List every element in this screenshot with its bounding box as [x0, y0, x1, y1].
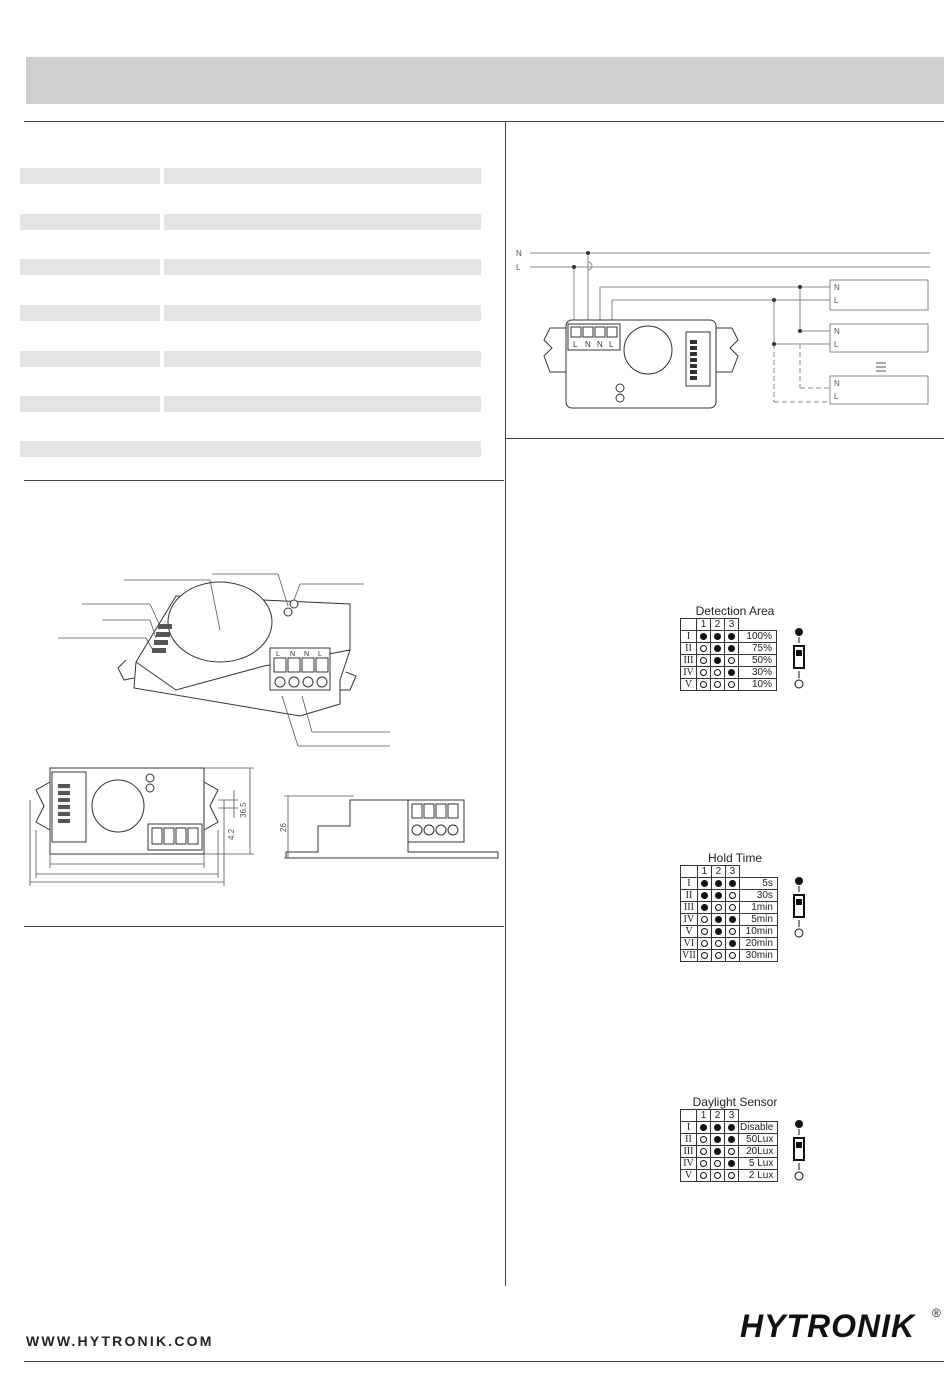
switch-on-icon	[714, 645, 721, 652]
switch-number: 3	[725, 1110, 739, 1122]
switch-on-icon	[729, 940, 736, 947]
header-blank	[739, 866, 777, 878]
table-row	[681, 667, 777, 679]
table-row	[681, 926, 778, 938]
brand-logo: HYTRONIK	[740, 1308, 916, 1344]
switch-cell	[697, 679, 711, 691]
switch-off-icon	[700, 657, 707, 664]
header-blank	[681, 866, 698, 878]
dimension-label: 36.5	[239, 802, 248, 818]
switch-cell	[711, 938, 725, 950]
load-l-label: L	[834, 296, 839, 305]
row-numeral: I	[681, 631, 697, 643]
switch-cell	[711, 1170, 725, 1182]
registered-mark: ®	[932, 1306, 941, 1320]
table-row	[681, 938, 778, 950]
setting-value: 30min	[739, 950, 777, 962]
switch-cell	[711, 667, 725, 679]
detection-area-panel	[680, 604, 790, 691]
load-l-label: L	[834, 392, 839, 401]
switch-on-icon	[728, 645, 735, 652]
table-row	[681, 1170, 778, 1182]
switch-number: 3	[725, 619, 739, 631]
switch-cell	[697, 1158, 711, 1170]
terminal-label: N	[304, 651, 310, 658]
switch-cell	[725, 938, 739, 950]
daylight-sensor-panel	[680, 1095, 790, 1182]
row-numeral: III	[681, 1146, 697, 1158]
switch-off-icon	[729, 892, 736, 899]
row-numeral: VII	[682, 950, 696, 961]
right-rule-1	[506, 438, 944, 439]
mains-n-label: N	[516, 249, 522, 258]
row-numeral: VI	[681, 938, 698, 950]
left-rule-2	[24, 926, 504, 927]
switch-off-icon	[715, 940, 722, 947]
switch-legend-icon	[790, 1118, 810, 1184]
row-numeral: I	[681, 1122, 697, 1134]
table-header-row	[681, 866, 778, 878]
switch-cell	[725, 914, 739, 926]
switch-on-icon	[714, 1148, 721, 1155]
switch-off-icon	[700, 681, 707, 688]
setting-value: 30s	[739, 890, 777, 902]
switch-cell	[711, 914, 725, 926]
row-numeral: I	[681, 878, 698, 890]
website-url[interactable]: WWW.HYTRONIK.COM	[26, 1333, 214, 1349]
switch-cell	[725, 1122, 739, 1134]
setting-value: 50Lux	[739, 1134, 778, 1146]
row-numeral: IV	[681, 914, 698, 926]
switch-cell	[711, 1158, 725, 1170]
switch-cell	[697, 950, 711, 962]
product-drawing	[50, 560, 400, 760]
wiring-diagram	[510, 240, 944, 420]
switch-cell	[697, 643, 711, 655]
row-numeral: II	[681, 890, 698, 902]
terminal-label: L	[609, 340, 614, 349]
switch-cell	[697, 631, 711, 643]
switch-cell	[711, 926, 725, 938]
setting-value: 50%	[739, 655, 777, 667]
switch-cell	[725, 878, 739, 890]
load-n-label: N	[834, 379, 840, 388]
row-numeral: III	[681, 902, 698, 914]
table-row	[681, 643, 777, 655]
table-row	[681, 878, 778, 890]
terminal-label: L	[276, 651, 280, 658]
switch-cell	[725, 679, 739, 691]
setting-value: 100%	[739, 631, 777, 643]
switch-number: 1	[697, 1110, 711, 1122]
switch-on-icon	[714, 1124, 721, 1131]
switch-on-icon	[701, 904, 708, 911]
switch-cell	[697, 667, 711, 679]
switch-off-icon	[700, 669, 707, 676]
switch-cell	[725, 631, 739, 643]
switch-cell	[697, 655, 711, 667]
setting-value: 2 Lux	[739, 1170, 778, 1182]
switch-cell	[725, 950, 739, 962]
row-numeral: V	[681, 1170, 697, 1182]
mains-l-label: L	[516, 263, 521, 272]
header-blank	[681, 1110, 697, 1122]
switch-off-icon	[700, 645, 707, 652]
switch-cell	[711, 950, 725, 962]
bottom-rule	[24, 1361, 944, 1362]
switch-off-icon	[729, 928, 736, 935]
switch-number: 2	[711, 1110, 725, 1122]
switch-off-icon	[701, 916, 708, 923]
dimension-drawings	[24, 760, 504, 900]
spec-row	[20, 168, 481, 184]
switch-on-icon	[701, 892, 708, 899]
switch-on-icon	[714, 633, 721, 640]
switch-off-icon	[714, 1172, 721, 1179]
switch-cell	[697, 878, 711, 890]
header-blank	[681, 619, 697, 631]
switch-cell	[697, 890, 711, 902]
switch-cell	[725, 655, 739, 667]
switch-off-icon	[714, 669, 721, 676]
switch-number: 1	[697, 866, 711, 878]
terminal-label: N	[585, 340, 591, 349]
table-row	[681, 914, 778, 926]
switch-off-icon	[728, 657, 735, 664]
setting-value: 10%	[739, 679, 777, 691]
switch-on-icon	[700, 633, 707, 640]
switch-on-icon	[728, 669, 735, 676]
spec-row	[20, 259, 481, 275]
table-header-row	[681, 619, 777, 631]
switch-cell	[697, 926, 711, 938]
table-row	[681, 679, 777, 691]
setting-value: 1min	[739, 902, 777, 914]
switch-off-icon	[714, 681, 721, 688]
switch-cell	[725, 926, 739, 938]
detection-area-title: Detection Area	[695, 604, 775, 618]
detection-area-table	[680, 618, 777, 691]
switch-cell	[711, 655, 725, 667]
dimension-label: 26	[279, 823, 288, 832]
table-row	[681, 1134, 778, 1146]
switch-cell	[711, 890, 725, 902]
switch-cell	[697, 938, 711, 950]
setting-value: 5 Lux	[739, 1158, 778, 1170]
switch-on-icon	[700, 1124, 707, 1131]
dimension-label: 4.2	[227, 828, 236, 840]
switch-cell	[697, 1146, 711, 1158]
switch-number: 2	[711, 866, 725, 878]
daylight-sensor-table	[680, 1109, 778, 1182]
setting-value: 30%	[739, 667, 777, 679]
switch-on-icon	[729, 916, 736, 923]
top-rule	[24, 121, 944, 122]
spec-row	[20, 214, 481, 230]
switch-cell	[725, 643, 739, 655]
table-row	[681, 1158, 778, 1170]
switch-off-icon	[715, 904, 722, 911]
switch-number: 1	[697, 619, 711, 631]
switch-off-icon	[728, 1172, 735, 1179]
setting-value: 20min	[739, 938, 777, 950]
spec-row	[20, 305, 481, 321]
switch-number: 3	[725, 866, 739, 878]
switch-on-icon	[728, 1124, 735, 1131]
switch-on-icon	[714, 1136, 721, 1143]
switch-off-icon	[700, 1148, 707, 1155]
switch-off-icon	[701, 928, 708, 935]
switch-legend-icon	[790, 875, 810, 941]
hold-time-title: Hold Time	[707, 851, 763, 865]
load-n-label: N	[834, 283, 840, 292]
switch-cell	[711, 643, 725, 655]
switch-on-icon	[715, 928, 722, 935]
switch-off-icon	[729, 952, 736, 959]
switch-cell	[697, 914, 711, 926]
switch-off-icon	[701, 952, 708, 959]
setting-value: 75%	[739, 643, 777, 655]
left-rule-1	[24, 480, 504, 481]
table-row	[681, 950, 778, 962]
table-row	[681, 902, 778, 914]
terminal-label: L	[573, 340, 578, 349]
terminal-label: N	[290, 651, 296, 658]
setting-value: 10min	[739, 926, 777, 938]
column-divider	[505, 121, 506, 1286]
setting-value: 20Lux	[739, 1146, 778, 1158]
switch-on-icon	[714, 657, 721, 664]
row-numeral: V	[681, 679, 697, 691]
switch-cell	[725, 1170, 739, 1182]
table-row	[681, 655, 777, 667]
setting-value: 5min	[739, 914, 777, 926]
terminal-label: L	[318, 651, 322, 658]
switch-cell	[725, 902, 739, 914]
switch-cell	[711, 1134, 725, 1146]
setting-value: Disable	[739, 1122, 778, 1134]
switch-off-icon	[714, 1160, 721, 1167]
row-numeral: IV	[681, 667, 697, 679]
switch-cell	[711, 878, 725, 890]
switch-off-icon	[728, 1148, 735, 1155]
switch-on-icon	[715, 880, 722, 887]
switch-off-icon	[729, 904, 736, 911]
switch-on-icon	[728, 633, 735, 640]
hold-time-table	[680, 865, 778, 962]
table-row	[681, 890, 778, 902]
spec-row	[20, 441, 481, 457]
switch-cell	[725, 1158, 739, 1170]
switch-on-icon	[701, 880, 708, 887]
switch-cell	[711, 631, 725, 643]
spec-row	[20, 396, 481, 412]
switch-cell	[697, 1122, 711, 1134]
header-blank	[739, 1110, 778, 1122]
switch-cell	[711, 1122, 725, 1134]
load-l-label: L	[834, 340, 839, 349]
switch-off-icon	[715, 952, 722, 959]
switch-cell	[725, 1134, 739, 1146]
switch-cell	[711, 1146, 725, 1158]
row-numeral: II	[681, 1134, 697, 1146]
terminal-label: N	[597, 340, 603, 349]
header-blank	[739, 619, 777, 631]
switch-number: 2	[711, 619, 725, 631]
row-numeral: V	[681, 926, 698, 938]
table-row	[681, 1122, 778, 1134]
row-numeral: IV	[681, 1158, 697, 1170]
switch-on-icon	[728, 1160, 735, 1167]
table-row	[681, 631, 777, 643]
switch-cell	[697, 1170, 711, 1182]
switch-cell	[711, 679, 725, 691]
load-n-label: N	[834, 327, 840, 336]
switch-cell	[711, 902, 725, 914]
switch-off-icon	[700, 1160, 707, 1167]
switch-on-icon	[715, 892, 722, 899]
switch-cell	[725, 890, 739, 902]
switch-cell	[725, 1146, 739, 1158]
switch-on-icon	[715, 916, 722, 923]
row-numeral: III	[681, 655, 697, 667]
switch-on-icon	[728, 1136, 735, 1143]
spec-row	[20, 351, 481, 367]
hold-time-panel	[680, 851, 790, 962]
daylight-sensor-title: Daylight Sensor	[692, 1095, 778, 1109]
switch-off-icon	[701, 940, 708, 947]
table-row	[681, 1146, 778, 1158]
setting-value: 5s	[739, 878, 777, 890]
switch-off-icon	[700, 1172, 707, 1179]
switch-on-icon	[729, 880, 736, 887]
switch-cell	[697, 1134, 711, 1146]
switch-off-icon	[728, 681, 735, 688]
row-numeral: II	[681, 643, 697, 655]
switch-off-icon	[700, 1136, 707, 1143]
header-banner	[26, 57, 944, 104]
table-header-row	[681, 1110, 778, 1122]
switch-legend-icon	[790, 626, 810, 692]
switch-cell	[725, 667, 739, 679]
switch-cell	[697, 902, 711, 914]
